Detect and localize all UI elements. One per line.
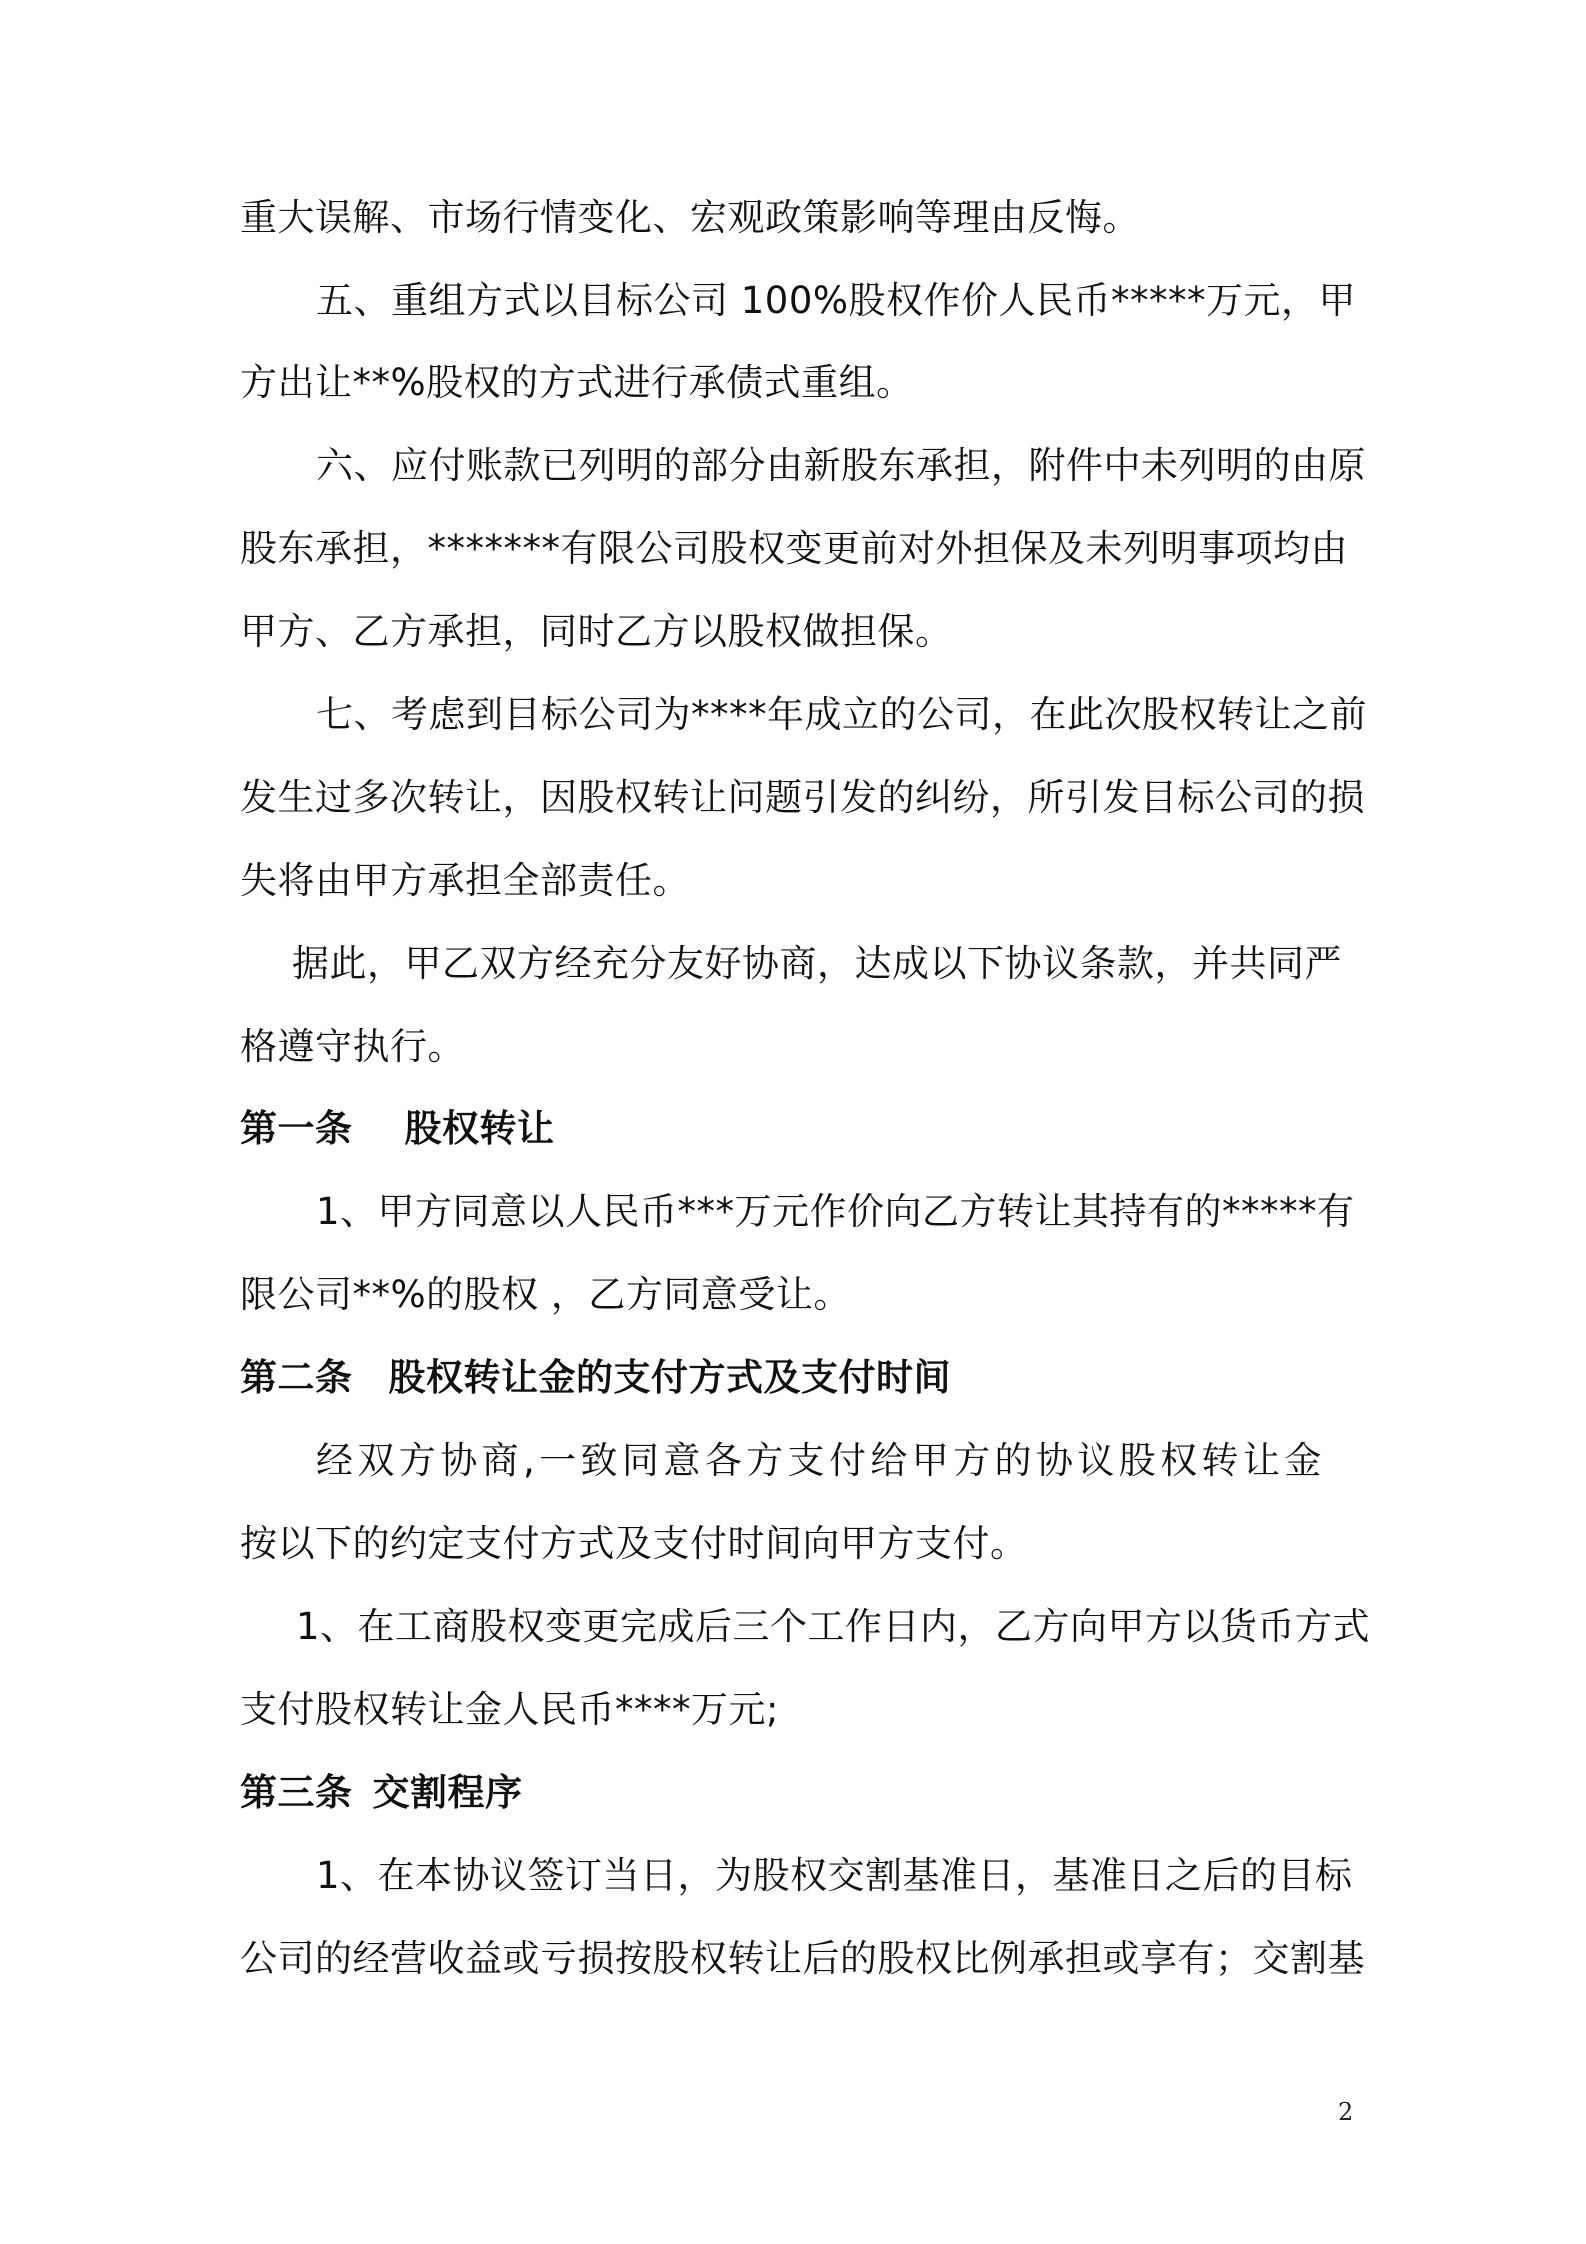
- article-number: 第三条: [240, 1771, 353, 1814]
- paragraph-line: 失将由甲方承担全部责任。: [240, 859, 690, 902]
- article-number: 第一条: [240, 1107, 353, 1150]
- paragraph-line: 格遵守执行。: [240, 1025, 465, 1068]
- paragraph-line: 公司的经营收益或亏损按股权转让后的股权比例承担或享有；交割基: [240, 1937, 1365, 1980]
- paragraph-line: 1、甲方同意以人民币***万元作价向乙方转让其持有的*****有: [316, 1190, 1355, 1233]
- paragraph-line: 经双方协商,一致同意各方支付给甲方的协议股权转让金: [316, 1439, 1326, 1482]
- paragraph-line: 发生过多次转让，因股权转让问题引发的纠纷，所引发目标公司的损: [240, 776, 1365, 819]
- paragraph-line: 支付股权转让金人民币****万元;: [240, 1688, 779, 1731]
- paragraph-line: 五、重组方式以目标公司 100%股权作价人民币*****万元，甲: [316, 279, 1357, 322]
- article-number: 第二条: [240, 1356, 353, 1399]
- paragraph-line: 七、考虑到目标公司为****年成立的公司，在此次股权转让之前: [316, 693, 1367, 736]
- paragraph-line: 按以下的约定支付方式及支付时间向甲方支付。: [240, 1522, 1028, 1565]
- paragraph-line: 1、在工商股权变更完成后三个工作日内，乙方向甲方以货币方式: [296, 1605, 1371, 1648]
- paragraph-line: 股东承担，*******有限公司股权变更前对外担保及未列明事项均由: [240, 527, 1348, 570]
- paragraph-line: 六、应付账款已列明的部分由新股东承担，附件中未列明的由原: [316, 444, 1366, 487]
- page-number: 2: [1338, 2098, 1354, 2126]
- article-title: 交割程序: [372, 1771, 523, 1814]
- article-heading-3: [240, 1767, 523, 1819]
- paragraph-line: 方出让**%股权的方式进行承债式重组。: [240, 361, 914, 404]
- article-title: 股权转让: [404, 1107, 555, 1150]
- paragraph-line: 1、在本协议签订当日，为股权交割基准日，基准日之后的目标: [316, 1854, 1353, 1897]
- article-title: 股权转让金的支付方式及支付时间: [388, 1356, 951, 1399]
- paragraph-line: 据此，甲乙双方经充分友好协商，达成以下协议条款，并共同严: [292, 942, 1342, 985]
- paragraph-line: 限公司**%的股权 ，乙方同意受让。: [240, 1273, 851, 1316]
- paragraph-line: 重大误解、市场行情变化、宏观政策影响等理由反悔。: [240, 196, 1140, 239]
- article-heading-1: [240, 1103, 555, 1155]
- paragraph-line: 甲方、乙方承担，同时乙方以股权做担保。: [240, 610, 953, 653]
- article-heading-2: [240, 1352, 951, 1404]
